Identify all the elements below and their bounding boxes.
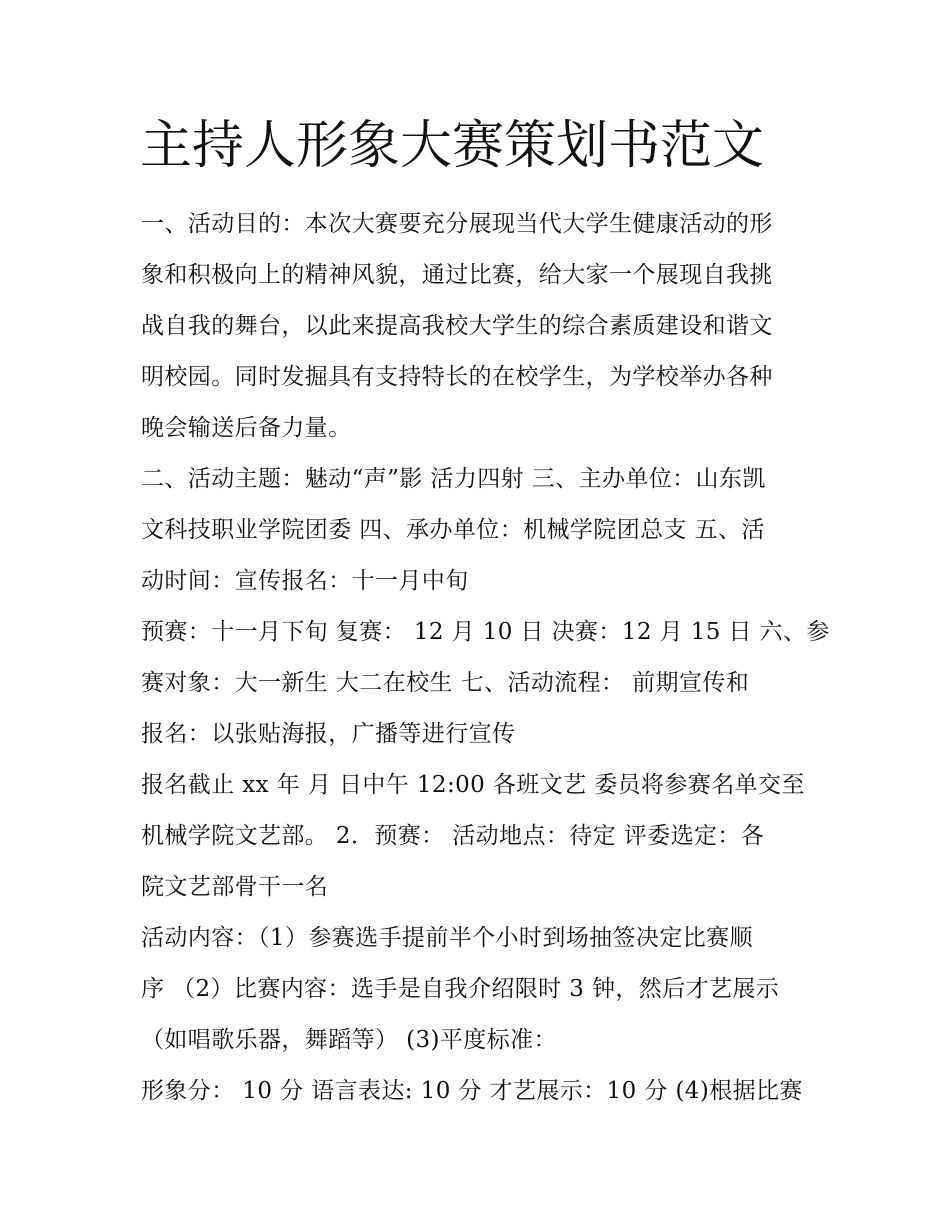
body-line: 二、活动主题：魅动“声”影 活力四射 三、主办单位：山东凯 xyxy=(141,466,766,492)
body-line: 形象分： 10 分 语言表达: 10 分 才艺展示：10 分 (4)根据比赛 xyxy=(141,1078,803,1104)
body-line: 赛对象：大一新生 大二在校生 七、活动流程： 前期宣传和 xyxy=(141,670,750,696)
body-line: 机械学院文艺部。 2．预赛： 活动地点：待定 评委选定：各 xyxy=(141,823,765,849)
document-body xyxy=(141,199,830,1117)
body-line: 文科技职业学院团委 四、承办单位：机械学院团总支 五、活 xyxy=(141,517,765,543)
body-line: 报名：以张贴海报，广播等进行宣传 xyxy=(141,721,516,747)
body-line: 战自我的舞台，以此来提高我校大学生的综合素质建设和谐文 xyxy=(141,313,773,339)
body-line: 晚会输送后备力量。 xyxy=(141,415,352,441)
body-line: 预赛：十一月下旬 复赛： 12 月 10 日 决赛：12 月 15 日 六、参 xyxy=(141,619,830,645)
body-line: 序 （2）比赛内容：选手是自我介绍限时 3 钟，然后才艺展示 xyxy=(141,976,780,1002)
body-line: 一、活动目的：本次大赛要充分展现当代大学生健康活动的形 xyxy=(141,211,773,237)
body-line: 活动内容：（1）参赛选手提前半个小时到场抽签决定比赛顺 xyxy=(141,925,753,951)
body-line: 报名截止 xx 年 月 日中午 12:00 各班文艺 委员将参赛名单交至 xyxy=(141,772,805,798)
body-line: （如唱歌乐器，舞蹈等） (3)平度标准： xyxy=(141,1027,557,1053)
body-line: 象和积极向上的精神风貌，通过比赛，给大家一个展现自我挑 xyxy=(141,262,773,288)
body-line: 动时间：宣传报名：十一月中旬 xyxy=(141,568,469,594)
body-line: 院文艺部骨干一名 xyxy=(141,874,329,900)
document-title: 主持人形象大赛策划书范文 xyxy=(140,116,765,176)
body-line: 明校园。同时发掘具有支持特长的在校学生，为学校举办各种 xyxy=(141,364,773,390)
